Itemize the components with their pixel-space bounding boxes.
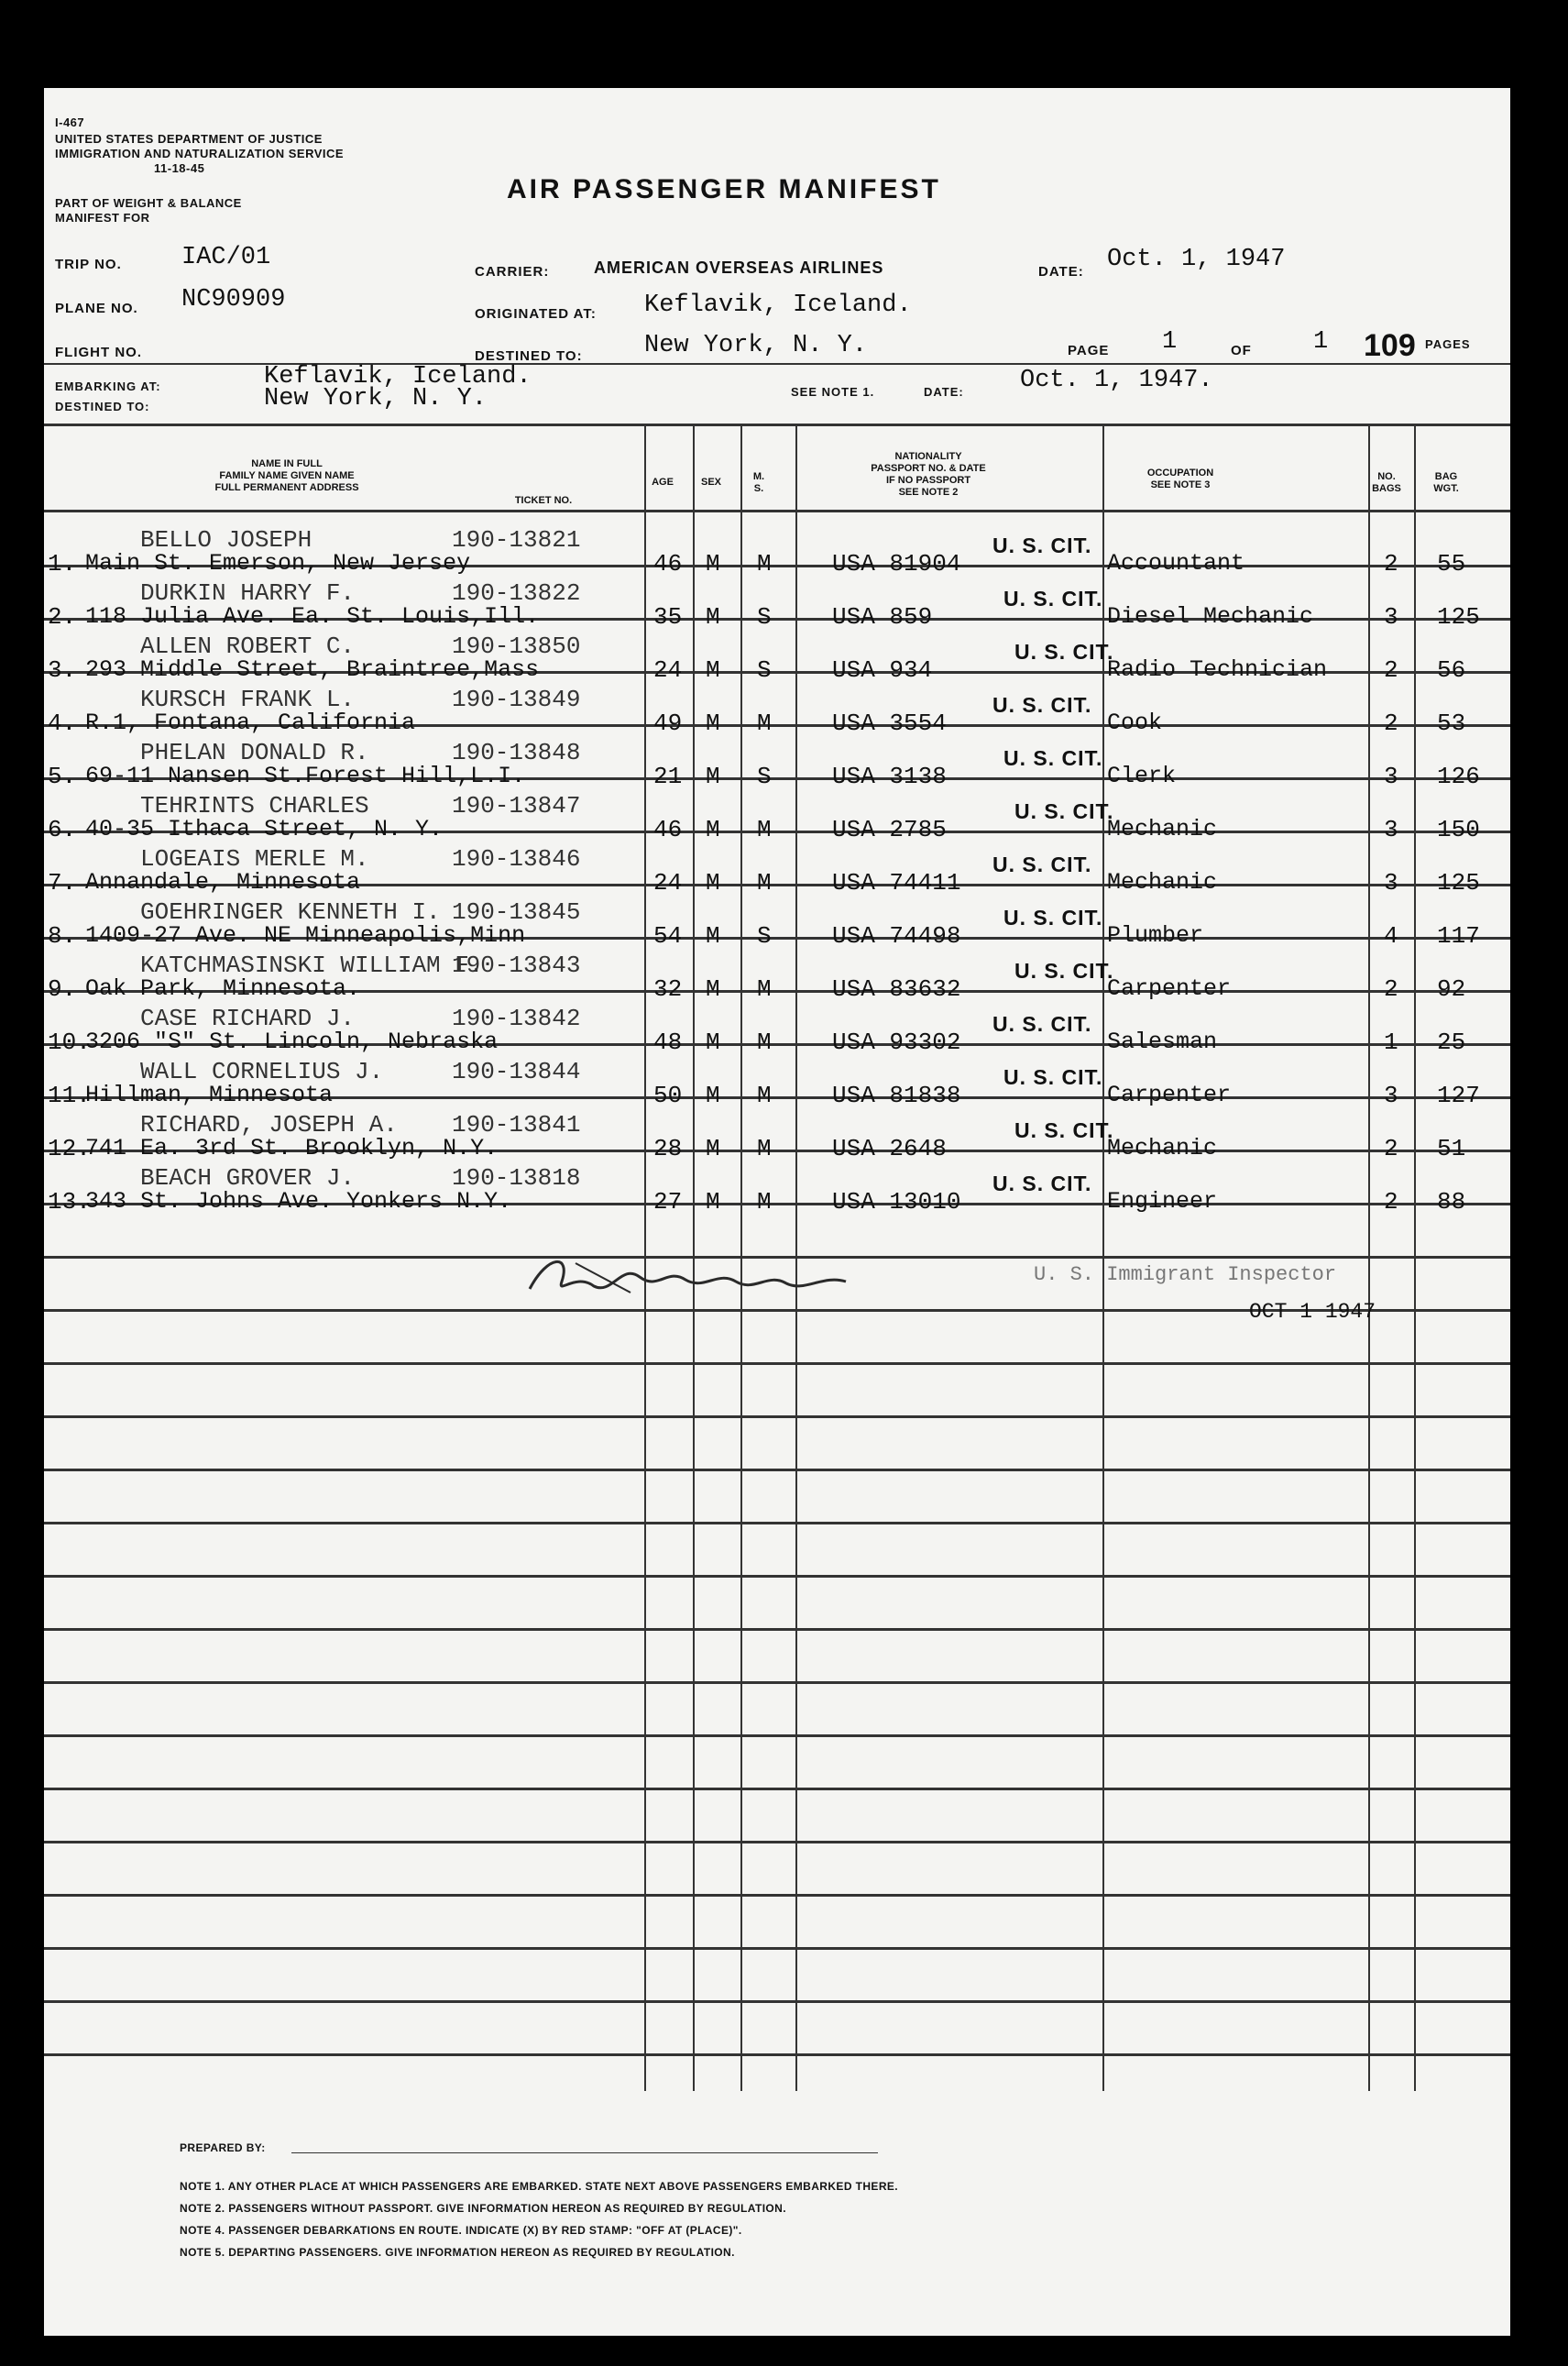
row-rule <box>44 1947 1510 1950</box>
passenger-occupation: Mechanic <box>1107 869 1218 896</box>
col-bags-header: NO. BAGS <box>1372 471 1401 494</box>
passenger-bags: 2 <box>1384 710 1398 737</box>
date-2-label: DATE: <box>924 385 964 399</box>
carrier-value: AMERICAN OVERSEAS AIRLINES <box>594 259 884 277</box>
date-label: DATE: <box>1038 264 1084 280</box>
passenger-occupation: Mechanic <box>1107 816 1218 842</box>
passenger-ticket: 190-13841 <box>452 1111 581 1139</box>
carrier-label: CARRIER: <box>475 264 550 280</box>
passenger-sex: M <box>706 603 720 631</box>
passenger-bags: 2 <box>1384 550 1398 578</box>
col-ms-header: M. S. <box>752 471 765 494</box>
see-note-1-label: SEE NOTE 1. <box>791 385 875 399</box>
passenger-marital-status: M <box>757 1029 772 1056</box>
row-rule <box>44 1362 1510 1365</box>
passenger-occupation: Engineer <box>1107 1188 1218 1215</box>
passenger-sex: M <box>706 710 720 737</box>
form-number: I-467 <box>55 116 85 129</box>
agency-line-2: IMMIGRATION AND NATURALIZATION SERVICE <box>55 147 345 160</box>
passenger-number: 11. <box>48 1082 91 1109</box>
passenger-occupation: Accountant <box>1107 550 1245 577</box>
passenger-marital-status: M <box>757 1188 772 1216</box>
passenger-ticket: 190-13849 <box>452 686 581 713</box>
passenger-marital-status: S <box>757 763 772 790</box>
passenger-age: 48 <box>653 1029 683 1056</box>
passenger-age: 24 <box>653 656 683 684</box>
citizenship-stamp: U. S. CIT. <box>992 1012 1092 1036</box>
passenger-sex: M <box>706 869 720 897</box>
passenger-occupation: Radio Technician <box>1107 656 1328 683</box>
passenger-age: 24 <box>653 869 683 897</box>
passenger-bags: 3 <box>1384 603 1398 631</box>
passenger-address: 3206 "S" St. Lincoln, Nebraska <box>85 1029 499 1055</box>
embarking-label: EMBARKING AT: <box>55 380 161 393</box>
passenger-ticket: 190-13845 <box>452 898 581 926</box>
passenger-name: ALLEN ROBERT C. <box>140 633 356 660</box>
citizenship-stamp: U. S. CIT. <box>992 693 1092 717</box>
passenger-bag-weight: 51 <box>1437 1135 1466 1162</box>
passenger-bags: 3 <box>1384 763 1398 790</box>
passenger-bag-weight: 150 <box>1437 816 1480 843</box>
passenger-passport: USA 83632 <box>832 975 961 1003</box>
passenger-number: 3. <box>48 656 77 684</box>
citizenship-stamp: U. S. CIT. <box>1003 746 1103 770</box>
citizenship-stamp: U. S. CIT. <box>1014 959 1114 983</box>
passenger-number: 9. <box>48 975 77 1003</box>
passenger-age: 46 <box>653 816 683 843</box>
passenger-marital-status: M <box>757 816 772 843</box>
form-date: 11-18-45 <box>154 161 205 175</box>
row-rule <box>44 2000 1510 2003</box>
page-label: PAGE <box>1068 343 1110 358</box>
row-rule <box>44 2053 1510 2056</box>
pages-label: PAGES <box>1425 337 1471 351</box>
inspector-signature <box>521 1245 869 1309</box>
passenger-sex: M <box>706 816 720 843</box>
prepared-by-line <box>291 2152 878 2153</box>
citizenship-stamp: U. S. CIT. <box>1003 906 1103 930</box>
row-rule <box>44 1469 1510 1471</box>
passenger-occupation: Diesel Mechanic <box>1107 603 1314 630</box>
citizenship-stamp: U. S. CIT. <box>1014 640 1114 664</box>
passenger-name: RICHARD, JOSEPH A. <box>140 1111 398 1139</box>
passenger-occupation: Carpenter <box>1107 975 1232 1002</box>
page-of-label: OF <box>1231 343 1252 358</box>
passenger-age: 27 <box>653 1188 683 1216</box>
manifest-page <box>44 88 1510 2336</box>
passenger-age: 49 <box>653 710 683 737</box>
passenger-number: 4. <box>48 710 77 737</box>
date-2-value: Oct. 1, 1947. <box>1020 367 1213 394</box>
passenger-sex: M <box>706 922 720 950</box>
passenger-passport: USA 859 <box>832 603 933 631</box>
passenger-bag-weight: 55 <box>1437 550 1466 578</box>
passenger-sex: M <box>706 1188 720 1216</box>
passenger-number: 8. <box>48 922 77 950</box>
passenger-address: 69-11 Nansen St.Forest Hill,L.I. <box>85 763 526 789</box>
passenger-address: Main St. Emerson, New Jersey <box>85 550 471 577</box>
passenger-ticket: 190-13843 <box>452 952 581 979</box>
passenger-name: DURKIN HARRY F. <box>140 579 356 607</box>
citizenship-stamp: U. S. CIT. <box>992 1172 1092 1195</box>
destined-value: New York, N. Y. <box>644 332 868 359</box>
passenger-name: WALL CORNELIUS J. <box>140 1058 384 1085</box>
passenger-bags: 2 <box>1384 1188 1398 1216</box>
passenger-number: 10. <box>48 1029 91 1056</box>
passenger-bags: 3 <box>1384 1082 1398 1109</box>
passenger-bag-weight: 125 <box>1437 603 1480 631</box>
passenger-bags: 3 <box>1384 816 1398 843</box>
passenger-occupation: Mechanic <box>1107 1135 1218 1161</box>
citizenship-stamp: U. S. CIT. <box>992 534 1092 557</box>
note-2: NOTE 2. PASSENGERS WITHOUT PASSPORT. GIVE INFORMATION HEREON AS REQUIRED BY REGULATION. <box>180 2202 786 2215</box>
passenger-name: PHELAN DONALD R. <box>140 739 369 766</box>
passenger-age: 35 <box>653 603 683 631</box>
passenger-age: 50 <box>653 1082 683 1109</box>
originated-value: Keflavik, Iceland. <box>644 292 912 319</box>
note-4: NOTE 4. PASSENGER DEBARKATIONS EN ROUTE. INDICATE (X) BY RED STAMP: "OFF AT (PLACE)". <box>180 2224 742 2237</box>
passenger-ticket: 190-13846 <box>452 845 581 873</box>
passenger-marital-status: M <box>757 710 772 737</box>
header-bottom-rule <box>44 510 1510 512</box>
page-title: AIR PASSENGER MANIFEST <box>507 174 941 204</box>
passenger-number: 6. <box>48 816 77 843</box>
passenger-sex: M <box>706 656 720 684</box>
passenger-bag-weight: 53 <box>1437 710 1466 737</box>
passenger-bag-weight: 126 <box>1437 763 1480 790</box>
plane-no-label: PLANE NO. <box>55 301 138 316</box>
page-total-value: 1 <box>1313 328 1329 356</box>
passenger-passport: USA 81904 <box>832 550 961 578</box>
citizenship-stamp: U. S. CIT. <box>1014 1118 1114 1142</box>
passenger-sex: M <box>706 550 720 578</box>
part-of-line-2: MANIFEST FOR <box>55 211 150 225</box>
passenger-address: 1409-27 Ave. NE Minneapolis,Minn <box>85 922 526 949</box>
plane-no-value: NC90909 <box>181 286 286 314</box>
passenger-ticket: 190-13847 <box>452 792 581 820</box>
col-ticket-header: TICKET NO. <box>514 495 573 506</box>
passenger-name: KATCHMASINSKI WILLIAM F. <box>140 952 484 979</box>
passenger-bag-weight: 127 <box>1437 1082 1480 1109</box>
passenger-number: 7. <box>48 869 77 897</box>
passenger-age: 28 <box>653 1135 683 1162</box>
passenger-ticket: 190-13842 <box>452 1005 581 1032</box>
passenger-marital-status: M <box>757 975 772 1003</box>
passenger-passport: USA 3554 <box>832 710 947 737</box>
passenger-name: BELLO JOSEPH <box>140 526 313 554</box>
destined-to-value: New York, N. Y. <box>264 385 488 413</box>
inspector-stamp-text: U. S. Immigrant Inspector <box>1034 1263 1337 1286</box>
passenger-marital-status: S <box>757 922 772 950</box>
col-sex-header: SEX <box>700 477 721 488</box>
passenger-occupation: Carpenter <box>1107 1082 1232 1108</box>
passenger-number: 5. <box>48 763 77 790</box>
row-rule <box>44 1788 1510 1790</box>
passenger-address: R.1, Fontana, California <box>85 710 416 736</box>
passenger-bag-weight: 92 <box>1437 975 1466 1003</box>
col-nationality-header: NATIONALITY PASSPORT NO. & DATE IF NO PASSPORT SEE NOTE 2 <box>871 451 986 498</box>
passenger-occupation: Plumber <box>1107 922 1204 949</box>
table-top-rule <box>44 424 1510 426</box>
passenger-bags: 2 <box>1384 975 1398 1003</box>
row-rule <box>44 1522 1510 1524</box>
passenger-marital-status: M <box>757 1135 772 1162</box>
part-of-line-1: PART OF WEIGHT & BALANCE <box>55 196 242 210</box>
passenger-name: BEACH GROVER J. <box>140 1164 356 1192</box>
row-rule <box>44 1575 1510 1578</box>
passenger-ticket: 190-13818 <box>452 1164 581 1192</box>
passenger-bags: 2 <box>1384 656 1398 684</box>
passenger-passport: USA 934 <box>832 656 933 684</box>
passenger-marital-status: M <box>757 869 772 897</box>
date-value: Oct. 1, 1947 <box>1107 246 1286 273</box>
passenger-ticket: 190-13848 <box>452 739 581 766</box>
destined-to-label: DESTINED TO: <box>55 400 150 413</box>
passenger-passport: USA 2648 <box>832 1135 947 1162</box>
passenger-bag-weight: 88 <box>1437 1188 1466 1216</box>
passenger-sex: M <box>706 763 720 790</box>
passenger-bags: 4 <box>1384 922 1398 950</box>
passenger-age: 21 <box>653 763 683 790</box>
passenger-name: KURSCH FRANK L. <box>140 686 356 713</box>
passenger-address: 118 Julia Ave. Ea. St. Louis,Ill. <box>85 603 540 630</box>
col-occupation-header: OCCUPATION SEE NOTE 3 <box>1146 468 1214 490</box>
passenger-passport: USA 93302 <box>832 1029 961 1056</box>
passenger-ticket: 190-13821 <box>452 526 581 554</box>
col-weight-header: BAG WGT. <box>1433 471 1459 494</box>
passenger-bags: 2 <box>1384 1135 1398 1162</box>
passenger-ticket: 190-13844 <box>452 1058 581 1085</box>
passenger-age: 32 <box>653 975 683 1003</box>
flight-no-label: FLIGHT NO. <box>55 345 142 360</box>
passenger-passport: USA 74498 <box>832 922 961 950</box>
row-rule <box>44 1734 1510 1737</box>
note-5: NOTE 5. DEPARTING PASSENGERS. GIVE INFORMATION HEREON AS REQUIRED BY REGULATION. <box>180 2246 735 2259</box>
passenger-ticket: 190-13850 <box>452 633 581 660</box>
passenger-address: Hillman, Minnesota <box>85 1082 334 1108</box>
note-1: NOTE 1. ANY OTHER PLACE AT WHICH PASSENGERS ARE EMBARKED. STATE NEXT ABOVE PASSENGERS EMBARKED THERE. <box>180 2180 899 2193</box>
passenger-bag-weight: 56 <box>1437 656 1466 684</box>
trip-no-value: IAC/01 <box>181 244 271 271</box>
row-rule <box>44 1681 1510 1684</box>
passenger-occupation: Salesman <box>1107 1029 1218 1055</box>
passenger-name: LOGEAIS MERLE M. <box>140 845 369 873</box>
destined-label: DESTINED TO: <box>475 348 583 364</box>
trip-no-label: TRIP NO. <box>55 257 122 272</box>
passenger-occupation: Clerk <box>1107 763 1177 789</box>
embarking-value: Keflavik, Iceland. <box>264 363 532 391</box>
passenger-sex: M <box>706 1082 720 1109</box>
passenger-address: 40-35 Ithaca Street, N. Y. <box>85 816 444 842</box>
passenger-marital-status: M <box>757 1082 772 1109</box>
row-rule <box>44 1841 1510 1843</box>
agency-line-1: UNITED STATES DEPARTMENT OF JUSTICE <box>55 132 323 146</box>
passenger-passport: USA 2785 <box>832 816 947 843</box>
prepared-by-label: PREPARED BY: <box>180 2141 266 2154</box>
passenger-passport: USA 13010 <box>832 1188 961 1216</box>
passenger-passport: USA 3138 <box>832 763 947 790</box>
passenger-bag-weight: 117 <box>1437 922 1480 950</box>
col-name-header: NAME IN FULL FAMILY NAME GIVEN NAME FULL PERMANENT ADDRESS <box>214 458 359 493</box>
passenger-number: 13. <box>48 1188 91 1216</box>
passenger-address: 741 Ea. 3rd St. Brooklyn, N.Y. <box>85 1135 499 1161</box>
passenger-sex: M <box>706 1029 720 1056</box>
passenger-number: 12. <box>48 1135 91 1162</box>
citizenship-stamp: U. S. CIT. <box>1003 587 1103 611</box>
passenger-marital-status: M <box>757 550 772 578</box>
passenger-sex: M <box>706 1135 720 1162</box>
passenger-passport: USA 81838 <box>832 1082 961 1109</box>
passenger-sex: M <box>706 975 720 1003</box>
passenger-marital-status: S <box>757 656 772 684</box>
passenger-age: 46 <box>653 550 683 578</box>
passenger-address: 293 Middle Street, Braintree,Mass <box>85 656 540 683</box>
passenger-address: Oak Park, Minnesota. <box>85 975 361 1002</box>
passenger-name: GOEHRINGER KENNETH I. <box>140 898 441 926</box>
passenger-bag-weight: 125 <box>1437 869 1480 897</box>
col-age-header: AGE <box>652 477 674 488</box>
passenger-ticket: 190-13822 <box>452 579 581 607</box>
passenger-bags: 1 <box>1384 1029 1398 1056</box>
passenger-marital-status: S <box>757 603 772 631</box>
passenger-number: 1. <box>48 550 77 578</box>
passenger-number: 2. <box>48 603 77 631</box>
citizenship-stamp: U. S. CIT. <box>1003 1065 1103 1089</box>
passenger-address: Annandale, Minnesota <box>85 869 361 896</box>
passenger-bags: 3 <box>1384 869 1398 897</box>
passenger-name: CASE RICHARD J. <box>140 1005 356 1032</box>
passenger-occupation: Cook <box>1107 710 1163 736</box>
row-rule <box>44 1628 1510 1631</box>
passenger-address: 343 St. Johns Ave. Yonkers N.Y. <box>85 1188 512 1215</box>
inspector-stamp-date: OCT 1 1947 <box>1249 1300 1376 1324</box>
passenger-bag-weight: 25 <box>1437 1029 1466 1056</box>
passenger-name: TEHRINTS CHARLES <box>140 792 369 820</box>
citizenship-stamp: U. S. CIT. <box>992 853 1092 876</box>
row-rule <box>44 1415 1510 1418</box>
originated-label: ORIGINATED AT: <box>475 306 597 322</box>
passenger-age: 54 <box>653 922 683 950</box>
passenger-passport: USA 74411 <box>832 869 961 897</box>
stamped-number: 109 <box>1364 328 1416 363</box>
row-rule <box>44 1894 1510 1897</box>
page-value: 1 <box>1162 328 1178 356</box>
citizenship-stamp: U. S. CIT. <box>1014 799 1114 823</box>
